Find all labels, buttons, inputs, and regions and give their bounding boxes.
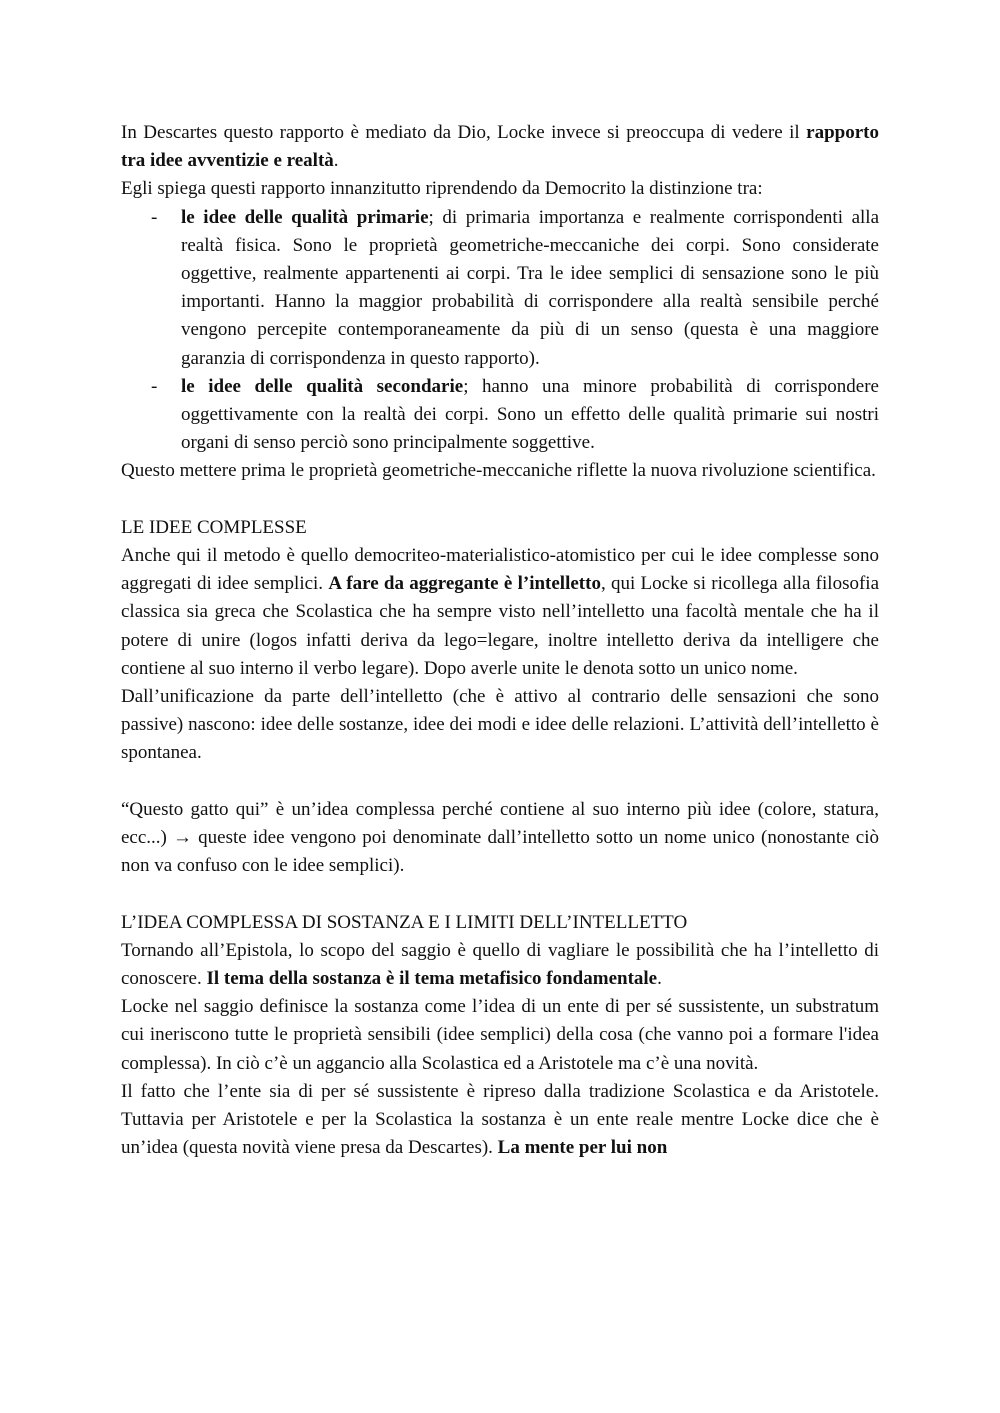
list-bullet: -: [151, 206, 158, 228]
conclusion-paragraph: Questo mettere prima le proprietà geometriche-meccaniche riflette la nuova rivoluzione scientifica.: [121, 460, 876, 482]
sostanza-paragraph-3: [121, 1078, 879, 1163]
sostanza-period: .: [657, 968, 662, 990]
qualities-list: [121, 204, 879, 458]
sostanza-text-c: Il fatto che l’ente sia di per sé sussistente è ripreso dalla tradizione Scolastica e da Aristotele. Tuttavia per Aristotele e per la Scolastica la sostanza è un ente reale mentre Locke dice che è un’idea (questa novità viene presa da Descartes).: [121, 1080, 879, 1159]
complesse-paragraph-2: Dall’unificazione da parte dell’intelletto (che è attivo al contrario delle sensazioni che sono passive) nascono: idee delle sostanze, idee dei modi e idee delle relazioni. L’attività dell’intelletto è spontanea.: [121, 686, 879, 764]
document-page: [121, 119, 879, 1162]
complesse-paragraph-3: “Questo gatto qui” è un’idea complessa perché contiene al suo interno più idee (colore, statura, ecc...) → queste idee vengono poi denominate dall’intelletto sotto un nome unico (nonostante ciò non va confuso con le idee semplici).: [121, 798, 879, 877]
primary-qualities-term: le idee delle qualità primarie: [181, 206, 429, 228]
intro-bold-phrase: rapporto tra idee avventizie e realtà: [121, 122, 879, 172]
spacer: [121, 880, 879, 908]
section-heading-idee-complesse: LE IDEE COMPLESSE: [121, 516, 307, 538]
sostanza-text-a: Tornando all’Epistola, lo scopo del saggio è quello di vagliare le possibilità che ha l’intelletto di conoscere.: [121, 939, 879, 990]
list-item-primary-qualities: [121, 204, 879, 373]
sostanza-bold-ending: La mente per lui non: [497, 1137, 668, 1159]
intro-paragraph: [121, 119, 879, 175]
intro-period: .: [333, 150, 339, 172]
primary-qualities-text: ; di primaria importanza e realmente corrispondenti alla realtà fisica. Sono le proprietà geometriche-meccaniche dei corpi. Sono considerate oggettive, realmente appartenenti ai corpi. Tra le idee semplici di sensazione sono le più importanti. Hanno la maggior probabilità di corrispondere alla realtà sensibile perché vengono percepite contemporaneamente da più di un senso (questa è una maggiore garanzia di corrispondenza in questo rapporto).: [181, 206, 879, 369]
distinction-intro: Egli spiega questi rapporto innanzitutto riprendendo da Democrito la distinzione tra:: [121, 178, 763, 200]
complesse-bold-phrase: A fare da aggregante è l’intelletto: [328, 573, 601, 595]
complesse-text-a: Anche qui il metodo è quello democriteo-materialistico-atomistico per cui le idee complesse sono aggregati di idee semplici.: [121, 545, 879, 595]
spacer: [121, 768, 879, 796]
sostanza-paragraph-1: [121, 937, 879, 993]
intro-text: In Descartes questo rapporto è mediato da Dio, Locke invece si preoccupa di vedere il: [121, 122, 807, 143]
secondary-qualities-term: le idee delle qualità secondarie: [181, 375, 464, 397]
list-item-secondary-qualities: [121, 373, 879, 458]
list-bullet: -: [151, 375, 158, 397]
complesse-text-b: , qui Locke si ricollega alla filosofia classica sia greca che Scolastica che ha sempre visto nell’intelletto una facoltà mentale che ha il potere di unire (logos infatti deriva da lego=legare, inoltre intelletto deriva da intelligere che contiene al suo interno il verbo legare). Dopo averle unite le denota sotto un unico nome.: [121, 573, 880, 679]
complesse-paragraph-1: [121, 542, 879, 683]
sostanza-bold-phrase: Il tema della sostanza è il tema metafisico fondamentale: [206, 968, 658, 990]
sostanza-paragraph-2: Locke nel saggio definisce la sostanza come l’idea di un ente di per sé sussistente, un substratum cui ineriscono tutte le proprietà sensibili (idee semplici) della cosa (che vanno poi a formare l'idea complessa). In ciò c’è un aggancio alla Scolastica ed a Aristotele ma c’è una novità.: [121, 996, 879, 1074]
spacer: [121, 486, 879, 514]
section-heading-sostanza: L’IDEA COMPLESSA DI SOSTANZA E I LIMITI DELL’INTELLETTO: [121, 911, 688, 933]
secondary-qualities-text: ; hanno una minore probabilità di corrispondere oggettivamente con la realtà dei corpi. Sono un effetto delle qualità primarie sui nostri organi di senso perciò sono principalmente soggettive.: [181, 375, 879, 454]
